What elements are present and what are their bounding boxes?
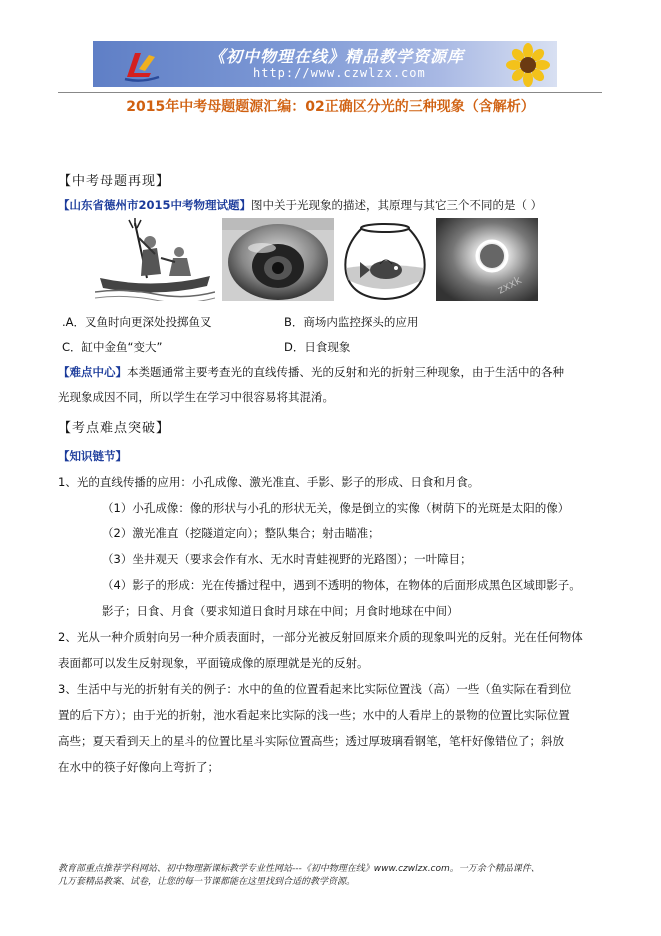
fishing-boat-image — [95, 218, 215, 301]
knowledge-line: 1、光的直线传播的应用：小孔成像、激光准直、手影、影子的形成、日食和月食。 — [58, 475, 480, 489]
knowledge-line: 表面都可以发生反射现象，平面镜成像的原理就是光的反射。 — [58, 656, 369, 670]
footer-line-1: 教育部重点推荐学科网站、初中物理新课标教学专业性网站---《初中物理在线》www.czwlzx.com。一万余个精品课件、 — [58, 864, 540, 874]
site-logo-icon — [121, 47, 161, 83]
banner-title: 《初中物理在线》精品教学资源库 — [209, 47, 465, 66]
question-source: 【山东省德州市2015中考物理试题】 — [58, 198, 252, 212]
banner-url[interactable]: http://www.czwlzx.com — [253, 66, 426, 80]
knowledge-line: （2）激光准直（挖隧道定向）；整队集合；射击瞄准； — [102, 526, 380, 540]
watermark-text: zxxk — [495, 273, 524, 297]
question-stem-line — [58, 198, 542, 213]
sunflower-icon — [503, 43, 553, 87]
knowledge-line: （1）小孔成像：像的形状与小孔的形状无关，像是倒立的实像（树荫下的光斑是太阳的像） — [102, 501, 570, 515]
knowledge-line: 3、生活中与光的折射有关的例子：水中的鱼的位置看起来比实际位置浅（高）一些（鱼实际在看到位 — [58, 682, 572, 696]
page-footer — [58, 863, 540, 889]
footer-line-2: 几万套精品教案、试卷，让您的每一节课都能在这里找到合适的教学资源。 — [58, 877, 356, 887]
goldfish-bowl-image — [340, 218, 430, 301]
knowledge-line: 置的后下方）；由于光的折射，池水看起来比实际的浅一些；水中的人看岸上的景物的位置比实际位置 — [58, 708, 570, 722]
knowledge-line: 影子；日食、月食（要求知道日食时月球在中间；月食时地球在中间） — [102, 604, 459, 618]
option-b: B．商场内监控探头的应用 — [284, 315, 419, 329]
knowledge-label: 【知识链节】 — [58, 449, 127, 463]
question-stem: 图中关于光现象的描述，其原理与其它三个不同的是（ ） — [251, 198, 543, 212]
header-rule — [58, 92, 602, 93]
header-banner — [93, 41, 557, 87]
difficulty-line-2: 光现象成因不同，所以学生在学习中很容易将其混淆。 — [58, 390, 334, 404]
difficulty-line-1: 【难点中心】本类题通常主要考查光的直线传播、光的反射和光的折射三种现象，由于生活中的各种 — [58, 365, 564, 379]
option-d: D．日食现象 — [284, 340, 351, 354]
knowledge-line: 高些；夏天看到天上的星斗的位置比星斗实际位置高些；透过厚玻璃看钢笔，笔杆好像错位了；斜放 — [58, 734, 564, 748]
surveillance-camera-image — [222, 218, 334, 301]
section-heading-breakthrough: 【考点难点突破】 — [58, 421, 171, 436]
document-title: 2015年中考母题题源汇编：02正确区分光的三种现象（含解析） — [126, 99, 535, 115]
section-heading-exam: 【中考母题再现】 — [58, 174, 171, 189]
option-a: .A．叉鱼时向更深处投掷鱼叉 — [62, 315, 212, 329]
knowledge-line: 2、光从一种介质射向另一种介质表面时，一部分光被反射回原来介质的现象叫光的反射。光在任何物体 — [58, 630, 583, 644]
solar-eclipse-image — [436, 218, 538, 301]
difficulty-label: 【难点中心】 — [58, 365, 127, 379]
option-c: C．缸中金鱼“变大” — [62, 340, 163, 354]
knowledge-line: 在水中的筷子好像向上弯折了； — [58, 760, 219, 774]
knowledge-line: （3）坐井观天（要求会作有水、无水时青蛙视野的光路图）；一叶障目； — [102, 552, 472, 566]
knowledge-line: （4）影子的形成：光在传播过程中，遇到不透明的物体，在物体的后面形成黑色区域即影子。 — [102, 578, 581, 592]
